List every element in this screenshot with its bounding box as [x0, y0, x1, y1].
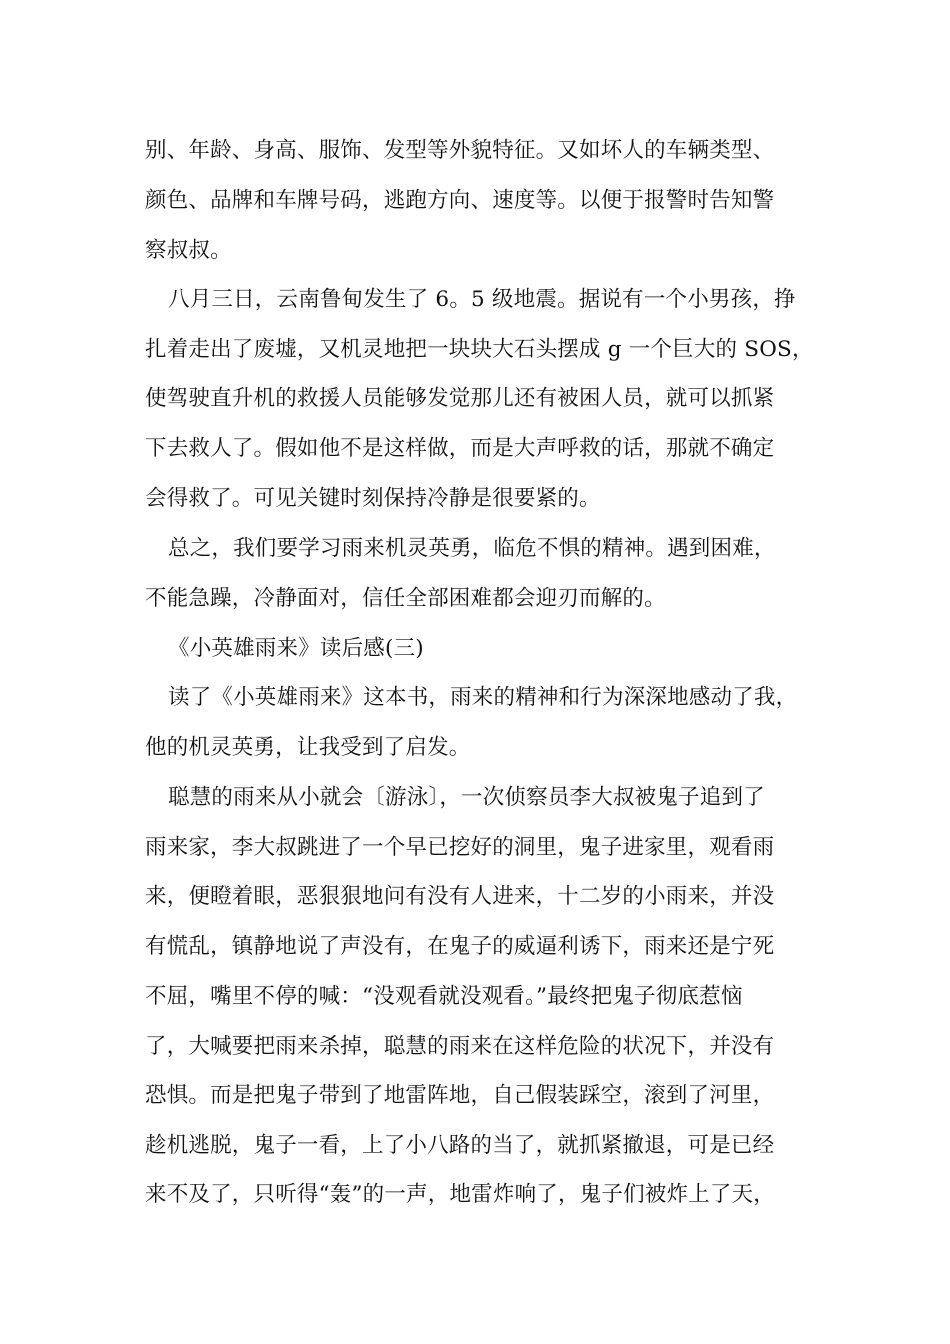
text-line: 不屈，嘴里不停的喊：“没观看就没观看。”最终把鬼子彻底惹恼 [145, 984, 743, 1009]
text-line: 来，便瞪着眼，恶狠狠地问有没有人进来，十二岁的小雨来，并没 [145, 884, 775, 909]
text-line: 他的机灵英勇，让我受到了启发。 [145, 735, 471, 760]
text-line: 颜色、品牌和车牌号码，逃跑方向、速度等。以便于报警时告知警 [145, 188, 775, 213]
text-line: 会得救了。可见关键时刻保持冷静是很要紧的。 [145, 486, 601, 511]
text-line: 察叔叔。 [145, 238, 232, 263]
text-line: 扎着走出了废墟，又机灵地把一块块大石头摆成 g 一个巨大的 SOS， [145, 337, 814, 362]
paragraph-start-line: 八月三日，云南鲁甸发生了 6。5 级地震。据说有一个小男孩，挣 [168, 287, 796, 312]
text-line: 来不及了，只听得“轰”的一声，地雷炸响了，鬼子们被炸上了天， [145, 1182, 775, 1207]
paragraph-start-line: 聪慧的雨来从小就会〔游泳〕，一次侦察员李大叔被鬼子追到了 [168, 785, 765, 810]
text-line: 恐惧。而是把鬼子带到了地雷阵地，自己假装踩空，滚到了河里， [145, 1083, 775, 1108]
section-heading: 《小英雄雨来》读后感(三) [168, 636, 424, 661]
text-line: 不能急躁，冷静面对，信任全部困难都会迎刃而解的。 [145, 586, 666, 611]
paragraph-start-line: 总之，我们要学习雨来机灵英勇，临危不惧的精神。遇到困难， [168, 536, 776, 561]
text-line: 别、年龄、身高、服饰、发型等外貌特征。又如坏人的车辆类型、 [145, 138, 775, 163]
text-line: 下去救人了。假如他不是这样做，而是大声呼救的话，那就不确定 [145, 436, 775, 461]
text-line: 雨来家，李大叔跳进了一个早已挖好的洞里，鬼子进家里，观看雨 [145, 835, 775, 860]
text-line: 趁机逃脱，鬼子一看，上了小八路的当了，就抓紧撤退，可是已经 [145, 1133, 775, 1158]
paragraph-start-line: 读了《小英雄雨来》这本书，雨来的精神和行为深深地感动了我， [168, 685, 798, 710]
text-line: 了，大喊要把雨来杀掉，聪慧的雨来在这样危险的状况下，并没有 [145, 1034, 775, 1059]
text-line: 有慌乱，镇静地说了声没有，在鬼子的威逼利诱下，雨来还是宁死 [145, 934, 775, 959]
text-line: 使驾驶直升机的救援人员能够发觉那儿还有被困人员，就可以抓紧 [145, 386, 775, 411]
